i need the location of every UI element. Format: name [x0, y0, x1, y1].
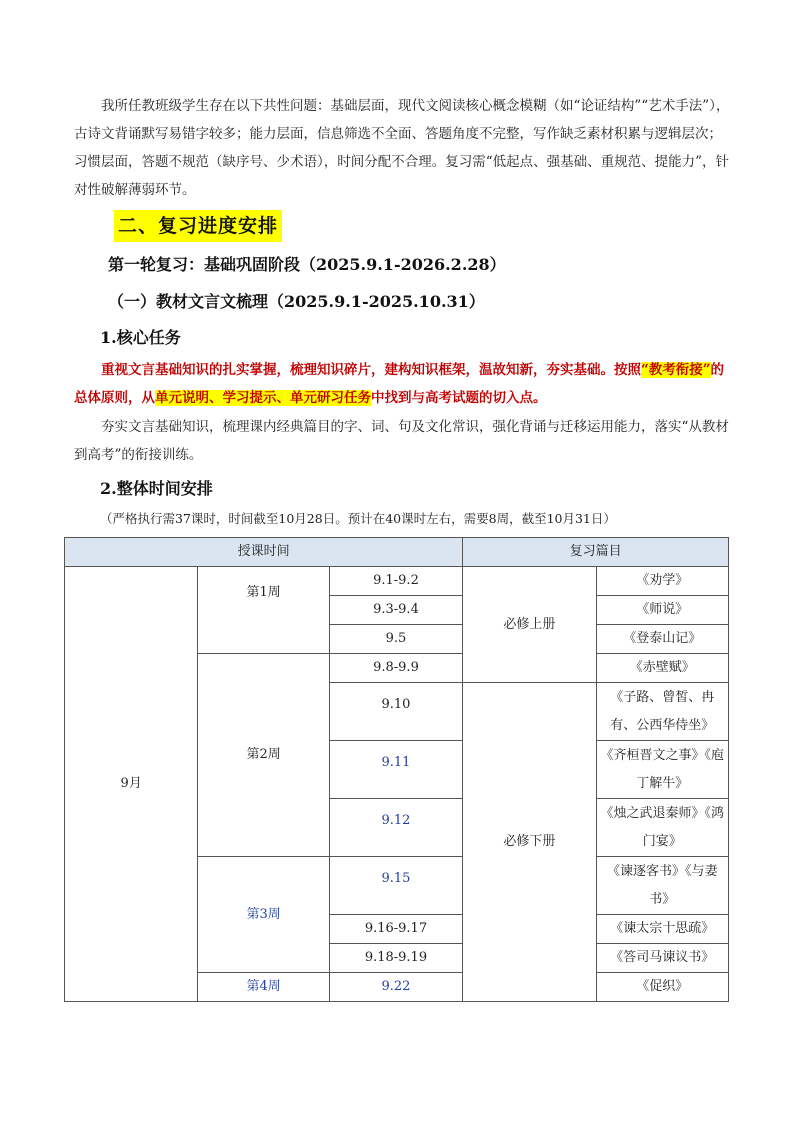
- text-cell: 《烛之武退秦师》《鸿门宴》: [596, 799, 728, 857]
- section-title: 二、复习进度安排: [114, 210, 282, 242]
- task-key-paragraph: [74, 356, 730, 412]
- date-cell: 9.10: [329, 683, 462, 741]
- text-cell: 《师说》: [596, 596, 728, 625]
- round-title: 第一轮复习：基础巩固阶段（2025.9.1-2026.2.28）: [108, 255, 506, 274]
- week-cell: 第3周: [198, 857, 329, 973]
- text-cell: 《齐桓晋文之事》《庖丁解牛》: [596, 741, 728, 799]
- text-cell: 《答司马谏议书》: [596, 944, 728, 973]
- task-key-highlight-2: 单元说明、学习提示、单元研习任务: [155, 390, 371, 406]
- task-key-part1: 重视文言基础知识的扎实掌握，梳理知识碎片，建构知识框架，温故知新，夯实基础。按照: [101, 362, 641, 378]
- text-cell: 《谏逐客书》《与妻书》: [596, 857, 728, 915]
- sub-title: （一）教材文言文梳理（2025.9.1-2025.10.31）: [108, 292, 485, 311]
- intro-paragraph: 我所任教班级学生存在以下共性问题：基础层面，现代文阅读核心概念模糊（如“论证结构”“艺术手法”），古诗文背诵默写易错字较多；能力层面，信息筛选不全面、答题角度不完整，写作缺乏素材积累与逻辑层次；习惯层面，答题不规范（缺序号、少术语），时间分配不合理。复习需“低起点、强基础、重规范、提能力”，针对性破解薄弱环节。: [74, 98, 730, 198]
- date-cell: 9.5: [329, 625, 462, 654]
- date-cell: 9.16-9.17: [329, 915, 462, 944]
- date-cell: 9.22: [329, 973, 462, 1002]
- book-cell: 必修上册: [463, 567, 596, 683]
- text-cell: 《促织》: [596, 973, 728, 1002]
- date-cell: 9.8-9.9: [329, 654, 462, 683]
- date-cell: 9.1-9.2: [329, 567, 462, 596]
- week-cell: 第4周: [198, 973, 329, 1002]
- text-cell: 《劝学》: [596, 567, 728, 596]
- date-cell: 9.3-9.4: [329, 596, 462, 625]
- time-heading: 2.整体时间安排: [100, 479, 213, 498]
- table-header-row: [65, 538, 729, 567]
- text-cell: 《赤壁赋》: [596, 654, 728, 683]
- schedule-table: [64, 537, 729, 1002]
- week-cell: 第1周: [198, 567, 329, 654]
- header-time: 授课时间: [65, 538, 463, 567]
- task-heading: 1.核心任务: [100, 328, 181, 347]
- date-cell: 9.18-9.19: [329, 944, 462, 973]
- week-cell: 第2周: [198, 654, 329, 857]
- date-cell: 9.11: [329, 741, 462, 799]
- header-texts: 复习篇目: [463, 538, 729, 567]
- month-cell: 9月: [65, 567, 198, 1002]
- date-cell: 9.15: [329, 857, 462, 915]
- task-key-part2: 的总体原则，从: [74, 362, 725, 406]
- task-paragraph: 夯实文言基础知识，梳理课内经典篇目的字、词、句及文化常识，强化背诵与迁移运用能力，落实“从教材到高考”的衔接训练。: [74, 419, 729, 463]
- date-cell: 9.12: [329, 799, 462, 857]
- time-note: （严格执行需37课时，时间截至10月28日。预计在40课时左右，需要8周，截至10月31日）: [100, 511, 616, 526]
- text-cell: 《谏太宗十思疏》: [596, 915, 728, 944]
- task-key-highlight-1: “教考衔接”: [641, 362, 711, 378]
- text-cell: 《子路、曾皙、冉有、公西华侍坐》: [596, 683, 728, 741]
- table-row: [65, 567, 729, 596]
- task-key-part3: 中找到与高考试题的切入点。: [371, 390, 547, 406]
- book-cell: 必修下册: [463, 683, 596, 1002]
- text-cell: 《登泰山记》: [596, 625, 728, 654]
